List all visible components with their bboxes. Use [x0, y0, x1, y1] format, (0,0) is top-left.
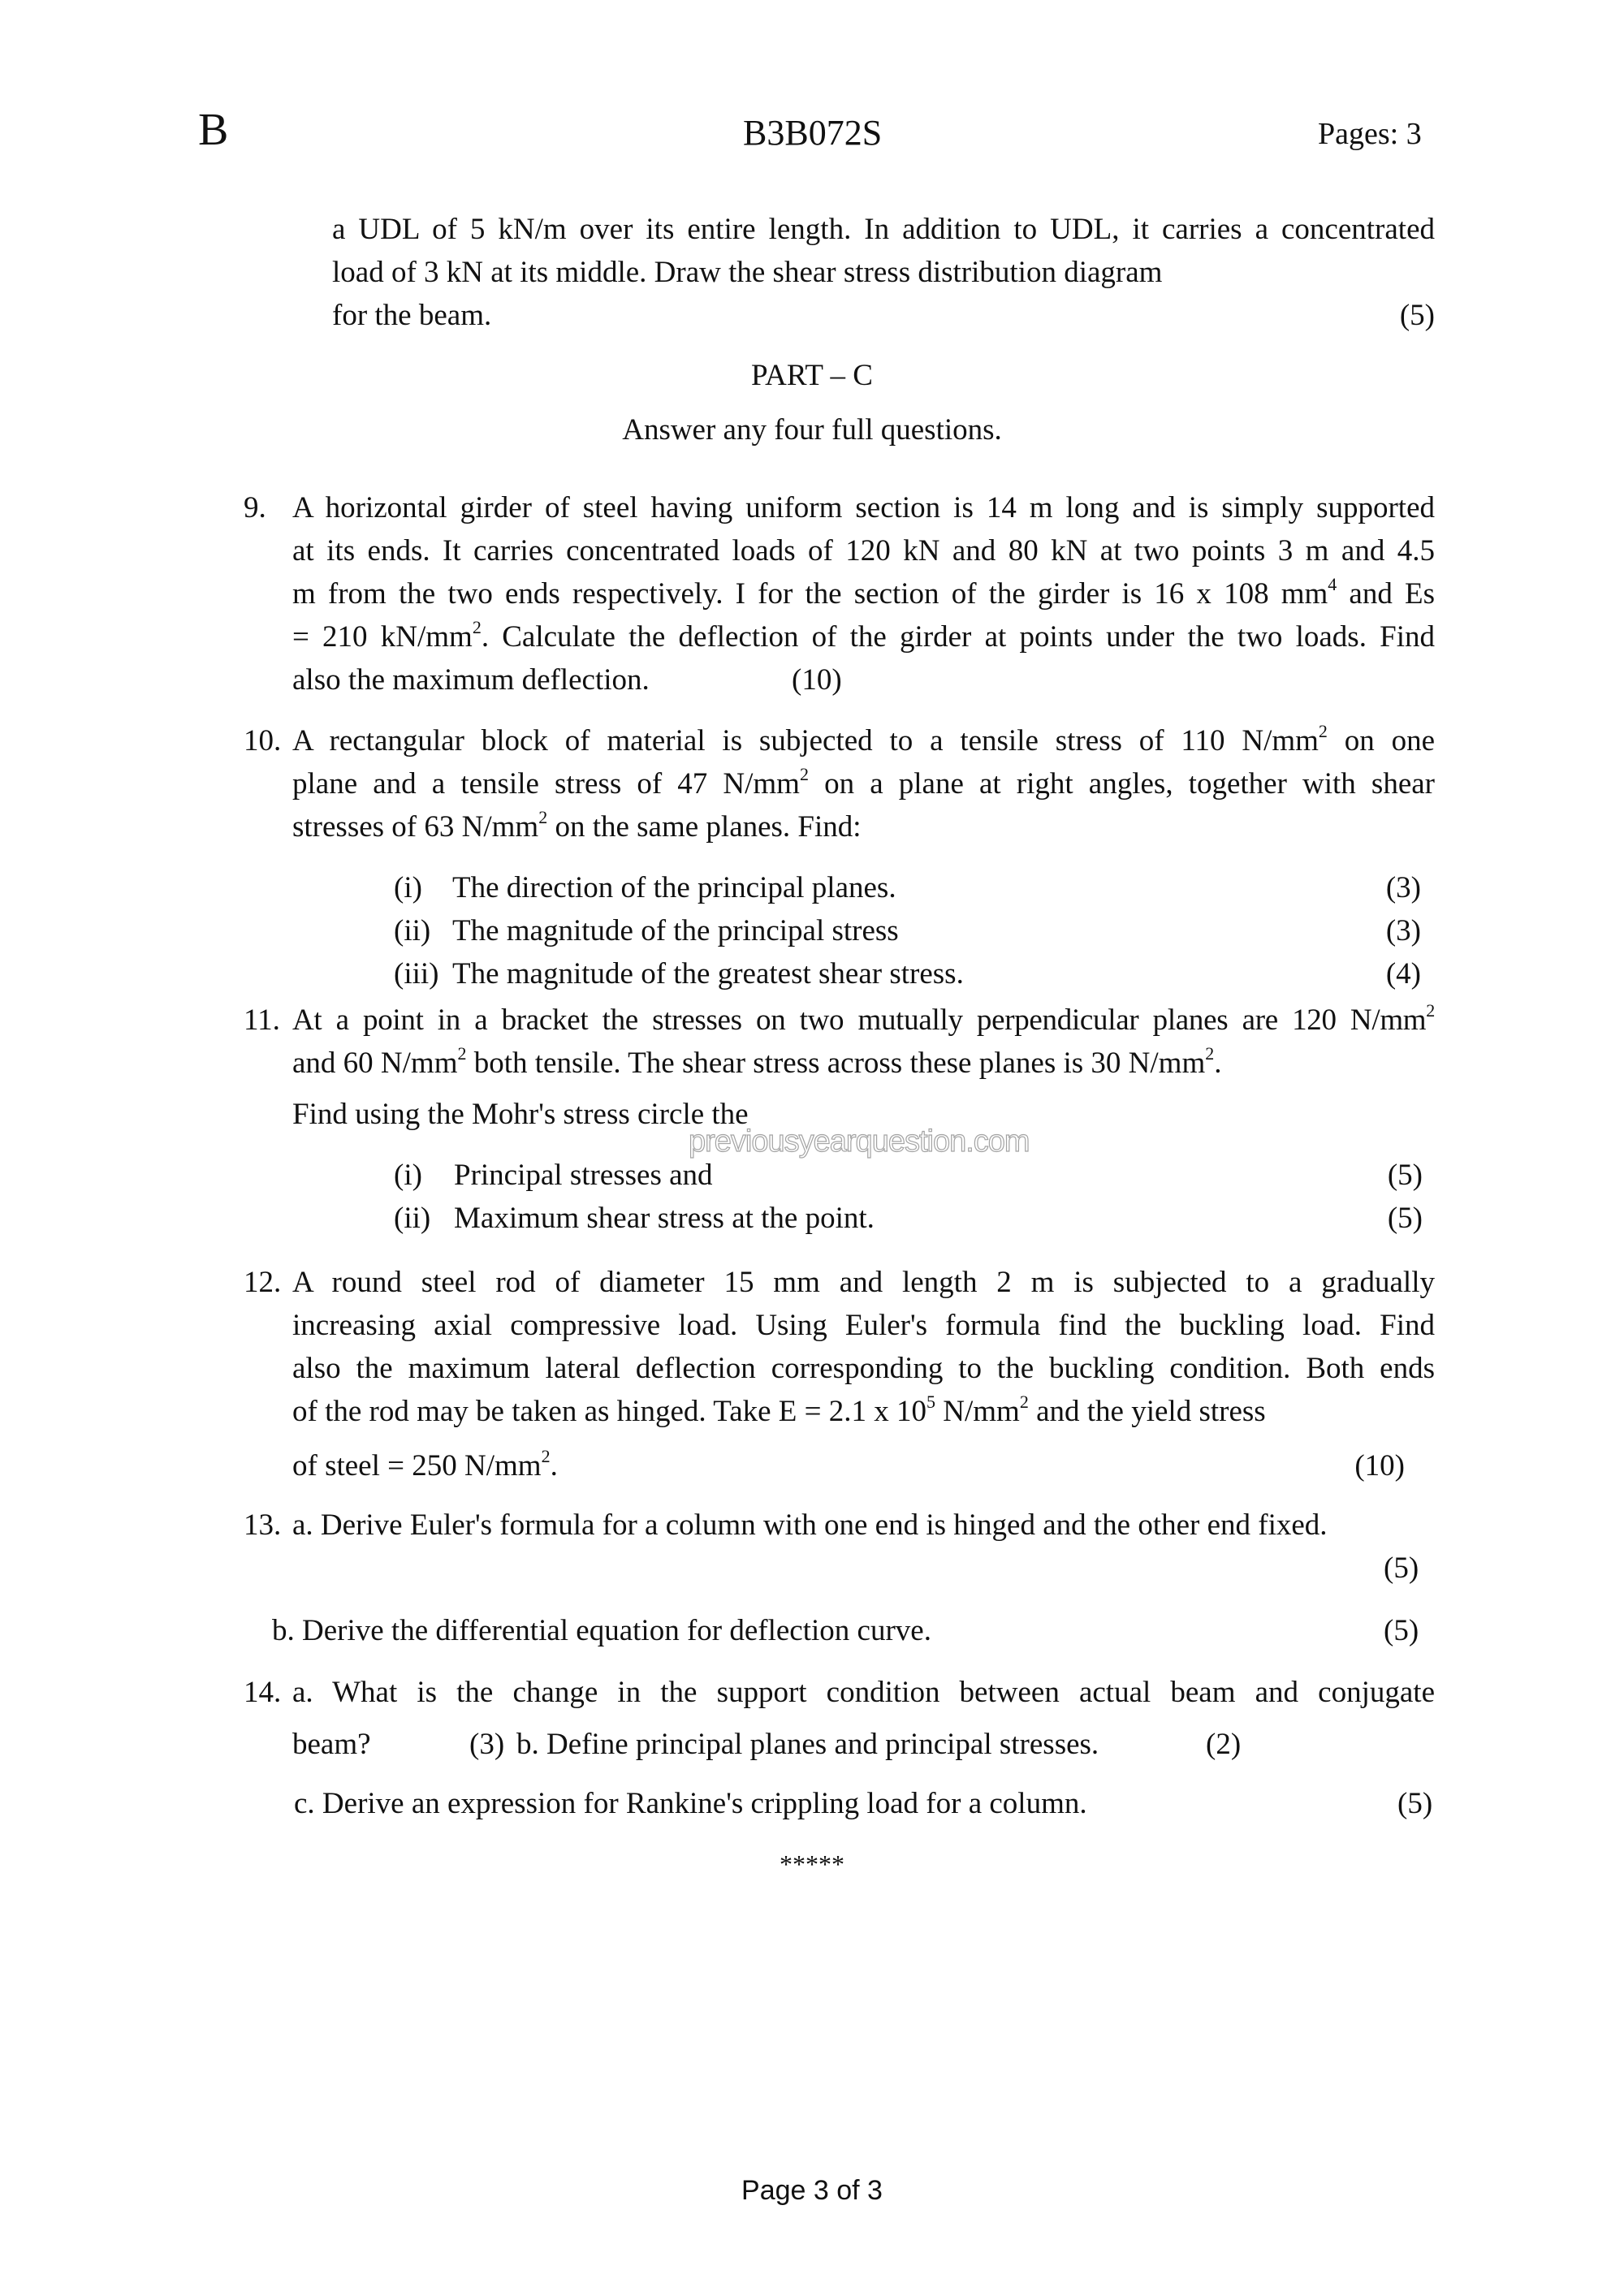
q13-part-b: b. Derive the differential equation for deflection curve. [272, 1614, 931, 1647]
q14-part-b-marks: (2) [1206, 1728, 1242, 1761]
question-12 [292, 1261, 1435, 1487]
q11-part-ii: (ii) Maximum shear stress at the point. (5) [394, 1202, 1423, 1235]
carryover-question [332, 208, 1435, 337]
part-c-title: PART – C [751, 359, 873, 392]
q12-line-5: of steel = 250 $N/mm^2$. [292, 1446, 558, 1482]
q10-line-3: stresses of 63 $N/mm^2$ on the same planes. Find: [292, 807, 862, 844]
q11-number: 11. [244, 1003, 280, 1037]
q14-line-1: a. What is the change in the support condition between actual beam and conjugate [292, 1676, 1435, 1709]
q11-line-2: and 60 $N/mm^2$ both tensile. The shear stress across these planes is 30 $N/mm^2$. [292, 1043, 1222, 1080]
page-footer: Page 3 of 3 [741, 2175, 883, 2206]
q12-line-1: A round steel rod of diameter 15 mm and length 2 m is subjected to a gradually [292, 1266, 1435, 1299]
watermark: previousyearquestion.com [689, 1124, 1030, 1159]
q12-number: 12. [244, 1266, 282, 1299]
paper-code: B3B072S [743, 113, 883, 153]
q9-marks: (10) [792, 663, 842, 697]
q10-part-ii: (ii) The magnitude of the principal stress (3) [394, 914, 1421, 947]
q10-part-iii: (iii) The magnitude of the greatest shear stress. (4) [394, 957, 1421, 990]
question-10 [292, 719, 1435, 848]
q13-part-b-marks: (5) [1384, 1614, 1419, 1647]
q12-line-4: of the rod may be taken as hinged. Take E = 2.1 x $10^5$ $N/mm^2$ and the yield stress [292, 1392, 1266, 1428]
q14-part-c: c. Derive an expression for Rankine's crippling load for a column. [294, 1787, 1087, 1820]
end-marker: ***** [780, 1849, 844, 1879]
question-9 [292, 486, 1435, 701]
series-letter: B [198, 105, 229, 155]
q9-line-4: = 210 $kN/mm^2$. Calculate the deflection of the girder at points under the two loads. Find [292, 617, 1435, 654]
carryover-line-3: for the beam. [332, 299, 492, 332]
q10-line-2: plane and a tensile stress of 47 $N/mm^2$ on a plane at right angles, together with shear [292, 764, 1435, 801]
question-14 [292, 1671, 1435, 1714]
q14-part-c-marks: (5) [1397, 1787, 1433, 1820]
q10-subparts [394, 866, 1421, 995]
q11-line-1: At a point in a bracket the stresses on two mutually perpendicular planes are 120 $N/mm^2$ [292, 1000, 1435, 1037]
q14-part-b: b. Define principal planes and principal stresses. [516, 1728, 1099, 1761]
q13-number: 13. [244, 1508, 282, 1542]
q11-subparts [394, 1154, 1423, 1240]
q11-line-3: Find using the Mohr's stress circle the [292, 1098, 749, 1131]
q9-line-3: m from the two ends respectively. I for the section of the girder is 16 x 108 $mm^4$ and Es [292, 574, 1435, 611]
q12-marks: (10) [1354, 1449, 1405, 1482]
part-c-instruction: Answer any four full questions. [622, 413, 1002, 447]
carryover-line-2: load of 3 kN at its middle. Draw the shear stress distribution diagram [332, 256, 1163, 289]
q11-part-i: (i) Principal stresses and (5) [394, 1159, 1423, 1192]
q9-line-5: also the maximum deflection. [292, 663, 650, 697]
carryover-line-1: a UDL of 5 kN/m over its entire length. In addition to UDL, it carries a concentrated [332, 213, 1435, 246]
q9-line-2: at its ends. It carries concentrated loads of 120 kN and 80 kN at two points 3 m and 4.5 [292, 534, 1435, 568]
question-11 [292, 999, 1435, 1136]
q12-line-3: also the maximum lateral deflection corresponding to the buckling condition. Both ends [292, 1352, 1435, 1385]
q9-line-1: A horizontal girder of steel having uniform section is 14 m long and is simply supported [292, 491, 1435, 524]
q10-line-1: A rectangular block of material is subjected to a tensile stress of 110 $N/mm^2$ on one [292, 721, 1435, 757]
q10-number: 10. [244, 724, 282, 757]
q14-beam: beam? [292, 1728, 371, 1761]
q12-line-2: increasing axial compressive load. Using Euler's formula find the buckling load. Find [292, 1309, 1435, 1342]
q14-number: 14. [244, 1676, 282, 1709]
q13-part-a-marks: (5) [1384, 1552, 1419, 1585]
q14-part-a-marks: (3) [469, 1728, 505, 1761]
q9-number: 9. [244, 491, 266, 524]
q13-part-a: a. Derive Euler's formula for a column with one end is hinged and the other end fixed. [292, 1508, 1328, 1542]
q10-part-i: (i) The direction of the principal planes. (3) [394, 871, 1421, 904]
carryover-marks: (5) [1399, 299, 1435, 332]
page-count: Pages: 3 [1318, 117, 1422, 151]
